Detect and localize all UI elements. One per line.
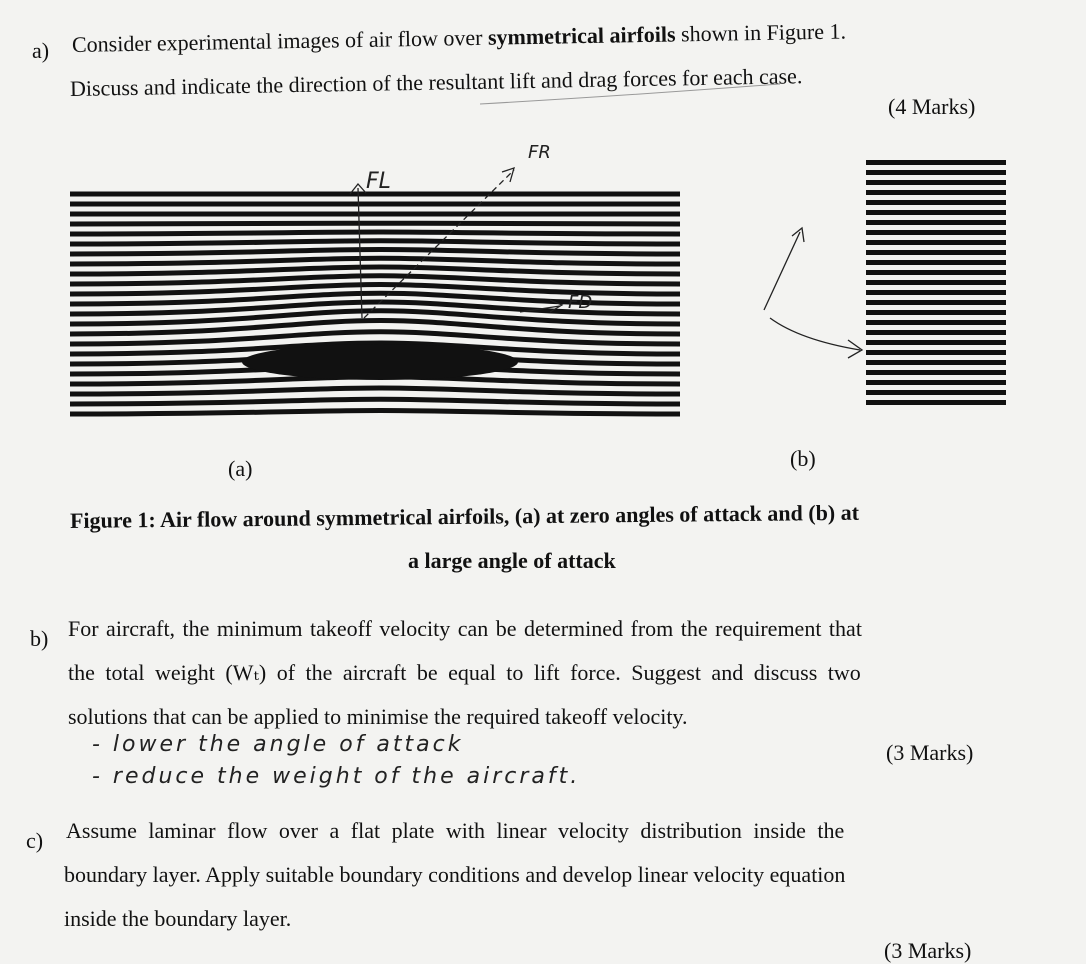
- question-a-bold-term: symmetrical airfoils: [487, 21, 676, 50]
- airfoil-a: [242, 344, 518, 380]
- question-a-marks: (4 Marks): [888, 94, 976, 119]
- streamline-b: [866, 400, 1006, 405]
- drag-label-a: FD: [568, 292, 593, 313]
- question-b-answer-2: - reduce the weight of the aircraft.: [92, 764, 581, 789]
- question-b-letter: b): [30, 626, 49, 651]
- figure-caption-line-2: a large angle of attack: [408, 548, 616, 573]
- resultant-arrowhead: [502, 168, 514, 182]
- question-a-line-1-prefix: Consider experimental images of air flow over: [71, 24, 489, 57]
- streamline-b: [866, 380, 1006, 385]
- streamline-b: [866, 170, 1006, 175]
- drag-arrow-b: [770, 318, 860, 350]
- streamline-b: [866, 240, 1006, 245]
- streamline-b: [866, 200, 1006, 205]
- question-b-line-1: For aircraft, the minimum takeoff velocity can be determined from the requirement that: [68, 616, 862, 641]
- streamline-a: [70, 250, 680, 255]
- question-c-line-2: boundary layer. Apply suitable boundary conditions and develop linear velocity equation: [64, 862, 846, 887]
- streamline-a: [70, 411, 680, 415]
- streamline-b: [866, 180, 1006, 185]
- lift-label-a: FL: [366, 169, 391, 194]
- streamline-b: [866, 350, 1006, 355]
- streamline-a: [70, 267, 680, 274]
- question-c-line-1: Assume laminar flow over a flat plate with linear velocity distribution inside the: [66, 818, 845, 843]
- lift-arrow: [358, 188, 362, 318]
- question-a-line-1-suffix: shown in Figure 1.: [675, 18, 847, 47]
- streamline-a: [70, 241, 680, 244]
- question-a-line-2: Discuss and indicate the direction of the resultant lift and drag forces for each case.: [69, 63, 803, 101]
- streamline-b: [866, 370, 1006, 375]
- question-c-letter: c): [26, 828, 44, 853]
- pencil-underline: [480, 84, 780, 104]
- streamline-b: [866, 360, 1006, 365]
- question-b-marks: (3 Marks): [886, 740, 974, 765]
- figure-label-a: (a): [228, 456, 253, 481]
- streamline-b: [866, 220, 1006, 225]
- streamline-b: [866, 310, 1006, 315]
- figure-label-b: (b): [790, 446, 816, 471]
- streamline-b: [866, 210, 1006, 215]
- streamline-b: [866, 230, 1006, 235]
- streamline-b: [866, 260, 1006, 265]
- question-c-marks: (3 Marks): [884, 938, 972, 963]
- question-a-letter: a): [32, 38, 50, 63]
- figure-caption-line-1: Figure 1: Air flow around symmetrical airfoils, (a) at zero angles of attack and (b) at: [69, 499, 860, 533]
- question-b-line-2: the total weight (Wₜ) of the aircraft be equal to lift force. Suggest and discuss two: [68, 660, 861, 685]
- streamline-b: [866, 300, 1006, 305]
- resultant-label-a: FR: [528, 142, 551, 163]
- streamline-a: [70, 258, 680, 264]
- streamline-b: [866, 250, 1006, 255]
- force-arrows-b: [764, 228, 862, 358]
- streamline-b: [866, 280, 1006, 285]
- question-c-line-3: inside the boundary layer.: [64, 906, 292, 931]
- question-b-answer-1: - lower the angle of attack: [92, 732, 464, 757]
- streamline-a: [70, 388, 680, 394]
- streamline-a: [70, 399, 680, 404]
- streamline-b: [866, 330, 1006, 335]
- streamline-b: [866, 270, 1006, 275]
- streamline-b: [866, 160, 1006, 165]
- streamline-b: [866, 340, 1006, 345]
- streamline-b: [866, 290, 1006, 295]
- streamline-b: [866, 190, 1006, 195]
- streamline-a: [70, 223, 680, 224]
- lift-arrow-b: [764, 232, 800, 310]
- streamline-b: [866, 320, 1006, 325]
- streamline-a: [70, 232, 680, 234]
- question-b-line-3: solutions that can be applied to minimise the required takeoff velocity.: [68, 704, 688, 729]
- streamline-b: [866, 390, 1006, 395]
- streamlines-b: [866, 160, 1006, 405]
